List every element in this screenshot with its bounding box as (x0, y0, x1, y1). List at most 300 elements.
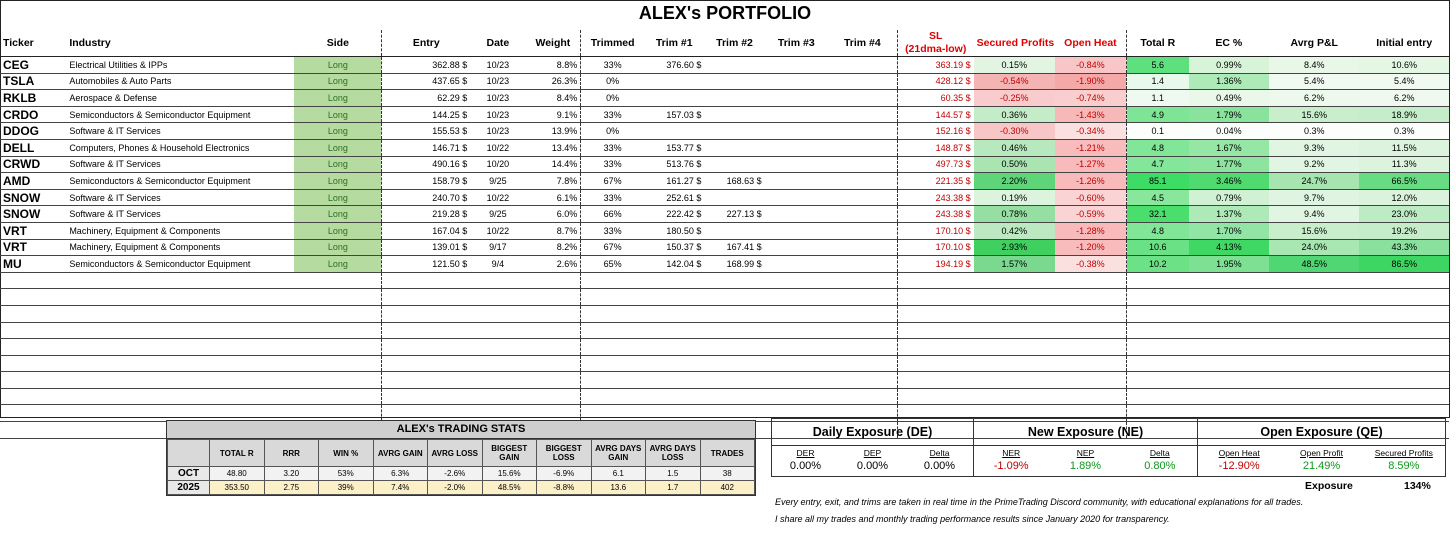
cell-trim3 (765, 322, 828, 339)
cell-initial-entry (1359, 305, 1449, 322)
cell-trim1: 222.42 $ (644, 206, 704, 223)
cell-trim2 (704, 339, 764, 356)
cell-ticker: CEG (0, 57, 66, 74)
cell-weight: 26.3% (526, 73, 581, 90)
stats-value: 3.20 (264, 467, 319, 481)
cell-avrg-pl: 9.2% (1269, 156, 1359, 173)
header-row (0, 30, 1449, 57)
cell-sl: 363.19 $ (897, 57, 973, 74)
cell-open-heat: -1.90% (1055, 73, 1126, 90)
cell-sl (897, 322, 973, 339)
cell-trimmed: 33% (581, 139, 644, 156)
cell-trim4 (828, 355, 897, 372)
cell-initial-entry: 0.3% (1359, 123, 1449, 140)
table-row (0, 156, 1449, 173)
cell-trimmed (581, 372, 644, 389)
new-exposure (974, 419, 1198, 476)
col-open-heat: Open Heat (1055, 30, 1126, 57)
cell-secured (974, 272, 1055, 289)
stats-row (168, 467, 755, 481)
cell-date: 9/4 (470, 256, 525, 273)
col-weight: Weight (526, 30, 581, 57)
cell-trimmed: 67% (581, 173, 644, 190)
cell-side: Long (294, 123, 381, 140)
stats-value: 15.6% (482, 467, 537, 481)
cell-trim1 (644, 90, 704, 107)
cell-date (470, 372, 525, 389)
col-sl (897, 30, 973, 57)
cell-secured (974, 289, 1055, 306)
cell-trim1: 150.37 $ (644, 239, 704, 256)
cell-weight: 14.4% (526, 156, 581, 173)
cell-avrg-pl (1269, 272, 1359, 289)
col-side: Side (294, 30, 381, 57)
stats-header: AVRG DAYS GAIN (591, 440, 646, 467)
cell-trim1 (644, 355, 704, 372)
cell-total-r (1126, 339, 1188, 356)
cell-avrg-pl: 5.4% (1269, 73, 1359, 90)
cell-trimmed (581, 272, 644, 289)
cell-trimmed: 66% (581, 206, 644, 223)
cell-industry (66, 372, 294, 389)
cell-trim3 (765, 206, 828, 223)
cell-sl: 243.38 $ (897, 189, 973, 206)
cell-date: 10/23 (470, 90, 525, 107)
cell-initial-entry (1359, 339, 1449, 356)
cell-date: 10/22 (470, 139, 525, 156)
cell-trimmed (581, 322, 644, 339)
cell-open-heat: -0.38% (1055, 256, 1126, 273)
col-total-r: Total R (1126, 30, 1188, 57)
empty-row (0, 305, 1449, 322)
cell-ticker: TSLA (0, 73, 66, 90)
cell-total-r (1126, 305, 1188, 322)
cell-sl (897, 372, 973, 389)
cell-ec: 1.37% (1189, 206, 1269, 223)
cell-trim2 (704, 305, 764, 322)
cell-date (470, 272, 525, 289)
cell-entry (382, 388, 470, 405)
cell-secured: 0.78% (974, 206, 1055, 223)
cell-open-heat: -0.60% (1055, 189, 1126, 206)
cell-side: Long (294, 90, 381, 107)
cell-ec: 0.49% (1189, 90, 1269, 107)
cell-sl: 170.10 $ (897, 239, 973, 256)
cell-ticker (0, 405, 66, 422)
col-date: Date (470, 30, 525, 57)
cell-weight (526, 322, 581, 339)
cell-weight: 13.9% (526, 123, 581, 140)
cell-sl (897, 355, 973, 372)
cell-date: 10/23 (470, 57, 525, 74)
cell-industry: Electrical Utilities & IPPs (66, 57, 294, 74)
cell-industry: Automobiles & Auto Parts (66, 73, 294, 90)
cell-open-heat: -1.21% (1055, 139, 1126, 156)
cell-trim4 (828, 123, 897, 140)
cell-ec: 3.46% (1189, 173, 1269, 190)
cell-avrg-pl: 15.6% (1269, 222, 1359, 239)
cell-avrg-pl: 9.3% (1269, 139, 1359, 156)
col-trimmed: Trimmed (581, 30, 644, 57)
stats-row-label: 2025 (168, 481, 210, 495)
cell-weight: 8.7% (526, 222, 581, 239)
cell-trim4 (828, 90, 897, 107)
cell-total-r: 1.4 (1126, 73, 1188, 90)
cell-avrg-pl: 48.5% (1269, 256, 1359, 273)
exposure-metric-value: 0.00% (789, 460, 822, 472)
cell-ticker (0, 322, 66, 339)
cell-ec: 1.77% (1189, 156, 1269, 173)
cell-weight (526, 372, 581, 389)
cell-trim2 (704, 272, 764, 289)
cell-ec: 0.99% (1189, 57, 1269, 74)
table-row (0, 206, 1449, 223)
col-ticker: Ticker (0, 30, 66, 57)
cell-secured (974, 305, 1055, 322)
sl-header-line2: (21dma-low) (905, 43, 967, 55)
cell-sl (897, 289, 973, 306)
cell-ec: 1.95% (1189, 256, 1269, 273)
cell-open-heat: -0.59% (1055, 206, 1126, 223)
cell-date: 9/25 (470, 173, 525, 190)
cell-trimmed (581, 305, 644, 322)
cell-trimmed: 67% (581, 239, 644, 256)
stats-value: 402 (700, 481, 755, 495)
cell-trim4 (828, 289, 897, 306)
cell-ticker (0, 388, 66, 405)
cell-sl (897, 339, 973, 356)
cell-ticker: RKLB (0, 90, 66, 107)
cell-initial-entry (1359, 289, 1449, 306)
cell-trim3 (765, 239, 828, 256)
cell-side: Long (294, 256, 381, 273)
cell-secured: 0.19% (974, 189, 1055, 206)
cell-trim1 (644, 305, 704, 322)
cell-industry (66, 322, 294, 339)
cell-sl (897, 272, 973, 289)
cell-date (470, 339, 525, 356)
exposure-metric-label: Open Profit (1299, 448, 1343, 458)
cell-ec (1189, 355, 1269, 372)
cell-trim2: 168.63 $ (704, 173, 764, 190)
cell-side (294, 372, 381, 389)
cell-sl: 497.73 $ (897, 156, 973, 173)
cell-trim2 (704, 189, 764, 206)
cell-trim1 (644, 388, 704, 405)
cell-ec (1189, 289, 1269, 306)
col-secured-profits: Secured Profits (974, 30, 1055, 57)
exposure-metric-label: NEP (1076, 448, 1095, 458)
cell-total-r (1126, 388, 1188, 405)
cell-trim3 (765, 156, 828, 173)
exposure-metric-value: 1.89% (1069, 460, 1102, 472)
cell-secured: -0.54% (974, 73, 1055, 90)
stats-header: TRADES (700, 440, 755, 467)
cell-industry: Computers, Phones & Household Electronics (66, 139, 294, 156)
cell-sl: 60.35 $ (897, 90, 973, 107)
cell-trim4 (828, 305, 897, 322)
cell-industry (66, 305, 294, 322)
cell-avrg-pl (1269, 372, 1359, 389)
cell-trim2 (704, 372, 764, 389)
stats-header: AVRG LOSS (428, 440, 483, 467)
cell-trim4 (828, 73, 897, 90)
cell-trim1 (644, 123, 704, 140)
cell-avrg-pl: 24.0% (1269, 239, 1359, 256)
cell-ticker (0, 372, 66, 389)
stats-value: 353.50 (210, 481, 265, 495)
cell-ec (1189, 272, 1269, 289)
stats-value: -8.8% (537, 481, 592, 495)
cell-secured: 2.20% (974, 173, 1055, 190)
cell-total-r: 5.6 (1126, 57, 1188, 74)
exposure-metric-label: DEP (863, 448, 882, 458)
cell-industry: Semiconductors & Semiconductor Equipment (66, 106, 294, 123)
stats-header: AVRG GAIN (373, 440, 428, 467)
cell-trimmed (581, 388, 644, 405)
daily-exposure (772, 419, 974, 476)
cell-trim4 (828, 206, 897, 223)
cell-entry: 167.04 $ (382, 222, 470, 239)
daily-exposure-col (772, 446, 839, 472)
cell-avrg-pl: 24.7% (1269, 173, 1359, 190)
cell-ticker: CRDO (0, 106, 66, 123)
cell-trim4 (828, 173, 897, 190)
stats-header: WIN % (319, 440, 374, 467)
cell-industry (66, 339, 294, 356)
stats-value: 38 (700, 467, 755, 481)
cell-initial-entry: 11.3% (1359, 156, 1449, 173)
stats-value: 48.5% (482, 481, 537, 495)
cell-total-r: 4.9 (1126, 106, 1188, 123)
cell-trim2 (704, 123, 764, 140)
exposure-metric-label: NER (1002, 448, 1021, 458)
col-ec: EC % (1189, 30, 1269, 57)
stats-value: -2.0% (428, 481, 483, 495)
cell-trim4 (828, 272, 897, 289)
cell-trim2 (704, 57, 764, 74)
cell-industry (66, 289, 294, 306)
cell-sl: 194.19 $ (897, 256, 973, 273)
cell-total-r (1126, 289, 1188, 306)
cell-ticker (0, 422, 66, 439)
cell-weight (526, 388, 581, 405)
cell-trim4 (828, 106, 897, 123)
cell-trim1: 161.27 $ (644, 173, 704, 190)
cell-ticker: AMD (0, 173, 66, 190)
cell-ec (1189, 372, 1269, 389)
cell-initial-entry: 86.5% (1359, 256, 1449, 273)
cell-initial-entry: 12.0% (1359, 189, 1449, 206)
cell-avrg-pl: 8.4% (1269, 57, 1359, 74)
cell-trim1 (644, 339, 704, 356)
cell-total-r: 10.2 (1126, 256, 1188, 273)
cell-trim1 (644, 272, 704, 289)
cell-date (470, 305, 525, 322)
cell-avrg-pl: 6.2% (1269, 90, 1359, 107)
cell-trim4 (828, 372, 897, 389)
cell-ticker (0, 339, 66, 356)
cell-trim3 (765, 272, 828, 289)
cell-ticker: SNOW (0, 206, 66, 223)
cell-sl (897, 305, 973, 322)
stats-title: ALEX's TRADING STATS (167, 421, 755, 439)
cell-date (470, 355, 525, 372)
cell-entry: 144.25 $ (382, 106, 470, 123)
cell-ec: 1.79% (1189, 106, 1269, 123)
cell-side (294, 305, 381, 322)
cell-trim2 (704, 90, 764, 107)
exposure-metric-value: -1.09% (993, 460, 1029, 472)
cell-entry (382, 339, 470, 356)
daily-exposure-title: Daily Exposure (DE) (772, 419, 973, 446)
cell-initial-entry: 5.4% (1359, 73, 1449, 90)
cell-trim1: 157.03 $ (644, 106, 704, 123)
cell-avrg-pl (1269, 305, 1359, 322)
cell-trim1: 513.76 $ (644, 156, 704, 173)
cell-open-heat: -1.27% (1055, 156, 1126, 173)
cell-ec: 4.13% (1189, 239, 1269, 256)
cell-open-heat: -0.74% (1055, 90, 1126, 107)
col-trim4: Trim #4 (828, 30, 897, 57)
cell-avrg-pl: 0.3% (1269, 123, 1359, 140)
table-row (0, 106, 1449, 123)
cell-initial-entry: 66.5% (1359, 173, 1449, 190)
cell-total-r: 4.8 (1126, 222, 1188, 239)
cell-trim3 (765, 123, 828, 140)
cell-secured: -0.25% (974, 90, 1055, 107)
stats-value: -6.9% (537, 467, 592, 481)
cell-entry: 121.50 $ (382, 256, 470, 273)
cell-initial-entry (1359, 372, 1449, 389)
cell-weight (526, 272, 581, 289)
cell-ticker: DDOG (0, 123, 66, 140)
cell-trim3 (765, 73, 828, 90)
cell-industry: Aerospace & Defense (66, 90, 294, 107)
empty-row (0, 289, 1449, 306)
stats-value: 6.3% (373, 467, 428, 481)
cell-side: Long (294, 222, 381, 239)
cell-entry: 146.71 $ (382, 139, 470, 156)
cell-open-heat (1055, 305, 1126, 322)
cell-trim3 (765, 173, 828, 190)
cell-initial-entry: 23.0% (1359, 206, 1449, 223)
cell-sl: 221.35 $ (897, 173, 973, 190)
cell-date (470, 322, 525, 339)
cell-weight: 8.8% (526, 57, 581, 74)
cell-date (470, 388, 525, 405)
note-line-1: Every entry, exit, and trims are taken in real time in the PrimeTrading Discord community, with educational explanations for all trades. (775, 497, 1304, 507)
stats-header: TOTAL R (210, 440, 265, 467)
cell-side (294, 272, 381, 289)
cell-ticker: DELL (0, 139, 66, 156)
cell-weight (526, 355, 581, 372)
new-exposure-col (1123, 446, 1197, 472)
cell-trimmed (581, 339, 644, 356)
cell-total-r (1126, 272, 1188, 289)
stats-table (167, 439, 755, 495)
exposure-metric-label: Delta (929, 448, 950, 458)
cell-open-heat (1055, 372, 1126, 389)
sl-header-line1: SL (928, 30, 943, 42)
exposure-metric-label: DER (796, 448, 815, 458)
cell-trim3 (765, 305, 828, 322)
cell-avrg-pl (1269, 388, 1359, 405)
cell-ticker (0, 289, 66, 306)
table-row (0, 139, 1449, 156)
stats-header: BIGGEST LOSS (537, 440, 592, 467)
cell-entry (382, 289, 470, 306)
cell-industry (66, 388, 294, 405)
cell-date: 10/23 (470, 106, 525, 123)
cell-total-r: 0.1 (1126, 123, 1188, 140)
cell-trim2 (704, 289, 764, 306)
cell-open-heat (1055, 388, 1126, 405)
cell-total-r (1126, 322, 1188, 339)
cell-initial-entry: 18.9% (1359, 106, 1449, 123)
table-row (0, 123, 1449, 140)
cell-trimmed: 33% (581, 106, 644, 123)
cell-initial-entry: 43.3% (1359, 239, 1449, 256)
cell-ec: 1.36% (1189, 73, 1269, 90)
cell-date: 10/23 (470, 73, 525, 90)
cell-trimmed (581, 355, 644, 372)
cell-ticker (0, 355, 66, 372)
table-row (0, 173, 1449, 190)
table-row (0, 73, 1449, 90)
cell-sl: 148.87 $ (897, 139, 973, 156)
stats-value: 7.4% (373, 481, 428, 495)
col-entry: Entry (382, 30, 470, 57)
cell-side: Long (294, 106, 381, 123)
new-exposure-col (1048, 446, 1122, 472)
table-row (0, 189, 1449, 206)
cell-entry: 62.29 $ (382, 90, 470, 107)
cell-entry: 437.65 $ (382, 73, 470, 90)
cell-sl: 170.10 $ (897, 222, 973, 239)
empty-row (0, 339, 1449, 356)
cell-ticker: VRT (0, 239, 66, 256)
cell-trim4 (828, 322, 897, 339)
cell-weight: 6.0% (526, 206, 581, 223)
trading-stats (166, 420, 756, 496)
cell-entry: 158.79 $ (382, 173, 470, 190)
cell-weight (526, 289, 581, 306)
col-industry: Industry (66, 30, 294, 57)
cell-trim2: 168.99 $ (704, 256, 764, 273)
cell-ec: 0.04% (1189, 123, 1269, 140)
exposure-metric-value: 0.00% (856, 460, 889, 472)
cell-total-r: 32.1 (1126, 206, 1188, 223)
cell-side (294, 289, 381, 306)
cell-trimmed: 33% (581, 156, 644, 173)
cell-open-heat: -1.28% (1055, 222, 1126, 239)
portfolio-table (0, 30, 1449, 439)
stats-value: 1.5 (646, 467, 701, 481)
cell-open-heat: -1.26% (1055, 173, 1126, 190)
open-exposure-col (1198, 446, 1280, 472)
cell-trim2 (704, 106, 764, 123)
stats-value: 6.1 (591, 467, 646, 481)
cell-trim3 (765, 222, 828, 239)
stats-corner (168, 440, 210, 467)
cell-trimmed: 65% (581, 256, 644, 273)
exposure-metric-value: 0.80% (1144, 460, 1176, 472)
cell-side: Long (294, 173, 381, 190)
cell-avrg-pl: 15.6% (1269, 106, 1359, 123)
cell-sl: 243.38 $ (897, 206, 973, 223)
cell-date: 9/25 (470, 206, 525, 223)
